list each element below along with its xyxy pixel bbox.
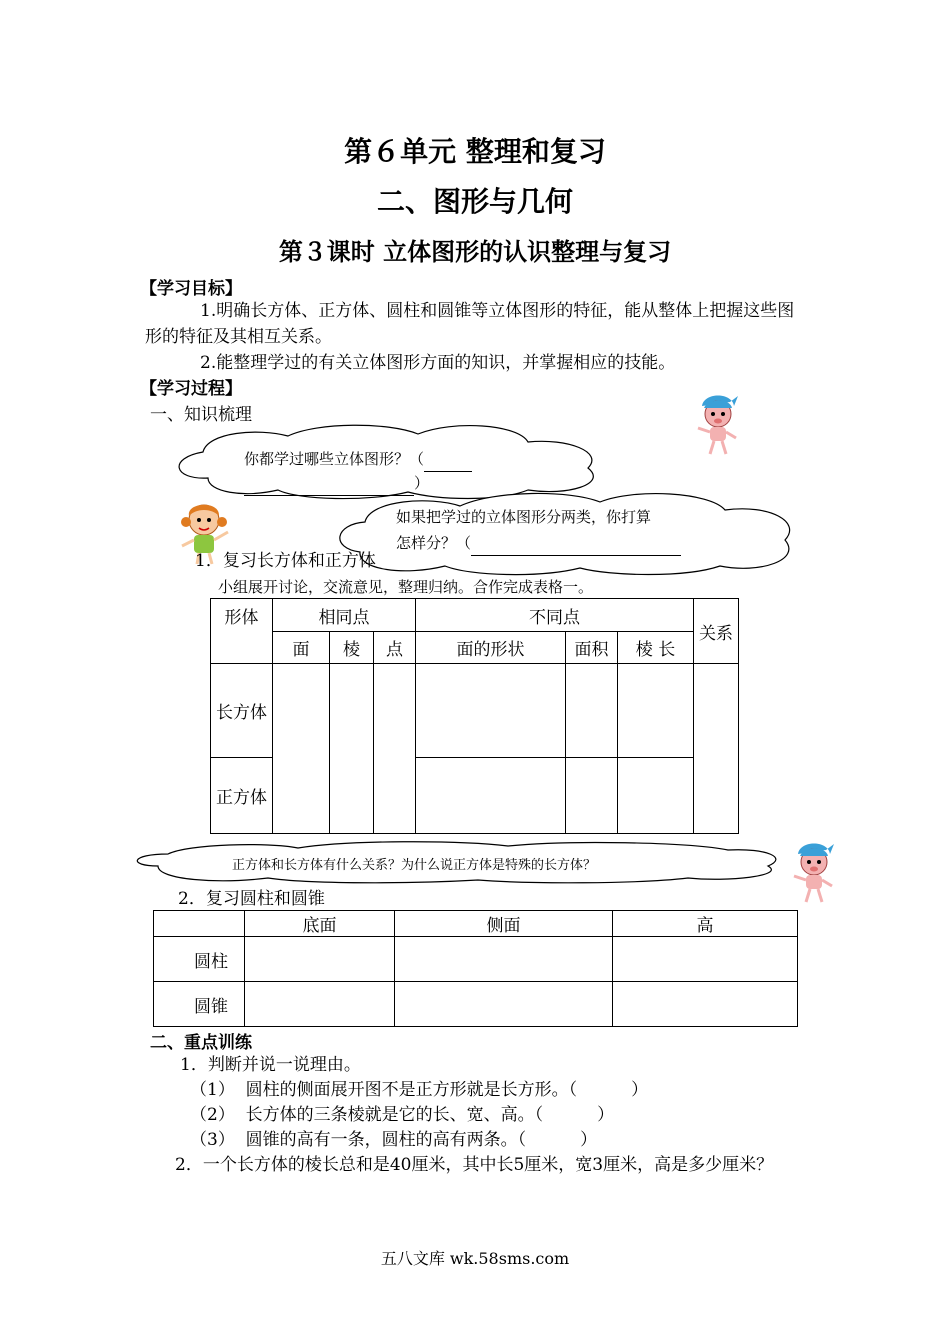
th-height: 高: [613, 911, 798, 937]
cell-cylinder-side[interactable]: [395, 937, 613, 982]
cloud2-line2: [396, 530, 681, 556]
lesson-title: 第３课时 立体图形的认识整理与复习: [278, 238, 672, 266]
row-cube-label: 正方体: [211, 758, 273, 834]
th-same: 相同点: [273, 599, 416, 632]
cell-edge[interactable]: [330, 664, 374, 834]
cloud3-question: 正方体和长方体有什么关系？为什么说正方体是特殊的长方体？: [232, 858, 597, 873]
cylinder-cone-table: [153, 910, 798, 1027]
cell-cone-base[interactable]: [245, 982, 395, 1027]
th-base: 底面: [245, 911, 395, 937]
cloud2-text: 怎样分？（: [396, 534, 472, 552]
training-heading: 二、重点训练: [150, 1033, 252, 1053]
th-shape: 形体: [211, 599, 273, 664]
cell-face[interactable]: [273, 664, 330, 834]
cell-relation[interactable]: [694, 664, 739, 834]
review-item-1-desc: 小组展开讨论，交流意见，整理归纳。合作完成表格一。: [218, 578, 594, 596]
th-edge: 棱: [330, 632, 374, 664]
objective-1: 1.明确长方体、正方体、圆柱和圆锥等立体图形的特征，能从整体上把握这些图形的特征及其相互关系。: [145, 301, 795, 347]
part-title: 二、图形与几何: [376, 185, 573, 218]
cloud1-text: 你都学过哪些立体图形？（: [244, 450, 425, 468]
training-q2: 2．一个长方体的棱长总和是40厘米，其中长5厘米，宽3厘米，高是多少厘米？: [175, 1155, 774, 1175]
training-q1-2: （2） 长方体的三条棱就是它的长、宽、高。（ ）: [190, 1105, 615, 1125]
cell-cylinder-base[interactable]: [245, 937, 395, 982]
section-knowledge-heading: 一、知识梳理: [150, 405, 252, 425]
cell-cuboid-area[interactable]: [566, 664, 618, 758]
objective-2: 2.能整理学过的有关立体图形方面的知识，并掌握相应的技能。: [200, 353, 676, 373]
review-item-2: 2．复习圆柱和圆锥: [178, 889, 325, 909]
th-side: 侧面: [395, 911, 613, 937]
th-face-shape: 面的形状: [416, 632, 566, 664]
cell-vertex[interactable]: [374, 664, 416, 834]
objectives-heading: 【学习目标】: [140, 279, 242, 299]
review-item-1: 1．复习长方体和正方体: [195, 551, 376, 571]
training-q1: 1．判断并说一说理由。: [180, 1055, 361, 1075]
cell-cylinder-height[interactable]: [613, 937, 798, 982]
cell-cone-height[interactable]: [613, 982, 798, 1027]
th-face: 面: [273, 632, 330, 664]
cloud2-blank[interactable]: [471, 555, 681, 556]
cell-cuboid-edge-length[interactable]: [618, 664, 694, 758]
row-cone-label: 圆锥: [154, 982, 245, 1027]
cartoon-kid-illustration-bottom: [788, 840, 840, 906]
cell-cuboid-face-shape[interactable]: [416, 664, 566, 758]
training-q1-3: （3） 圆锥的高有一条，圆柱的高有两条。（ ）: [190, 1130, 598, 1150]
th-relation: 关系: [694, 599, 739, 664]
unit-title: 第６单元 整理和复习: [344, 135, 606, 168]
th-blank: [154, 911, 245, 937]
th-area: 面积: [566, 632, 618, 664]
training-q1-1: （1） 圆柱的侧面展开图不是正方形就是长方形。（ ）: [190, 1080, 649, 1100]
footer-source: 五八文库 wk.58sms.com: [380, 1249, 570, 1268]
th-vertex: 点: [374, 632, 416, 664]
cartoon-kid-illustration-top: [692, 392, 744, 458]
cell-cube-edge-length[interactable]: [618, 758, 694, 834]
cloud2-line1: 如果把学过的立体图形分两类，你打算: [396, 508, 652, 526]
cloud1-question: [244, 446, 472, 472]
cloud1-close: ）: [414, 474, 430, 492]
th-diff: 不同点: [416, 599, 694, 632]
th-edge-length: 棱 长: [618, 632, 694, 664]
row-cylinder-label: 圆柱: [154, 937, 245, 982]
cuboid-cube-table: [210, 598, 739, 834]
row-cuboid-label: 长方体: [211, 664, 273, 758]
process-heading: 【学习过程】: [140, 379, 242, 399]
cell-cube-face-shape[interactable]: [416, 758, 566, 834]
cell-cone-side[interactable]: [395, 982, 613, 1027]
cell-cube-area[interactable]: [566, 758, 618, 834]
cloud1-blank-a[interactable]: [424, 471, 472, 472]
